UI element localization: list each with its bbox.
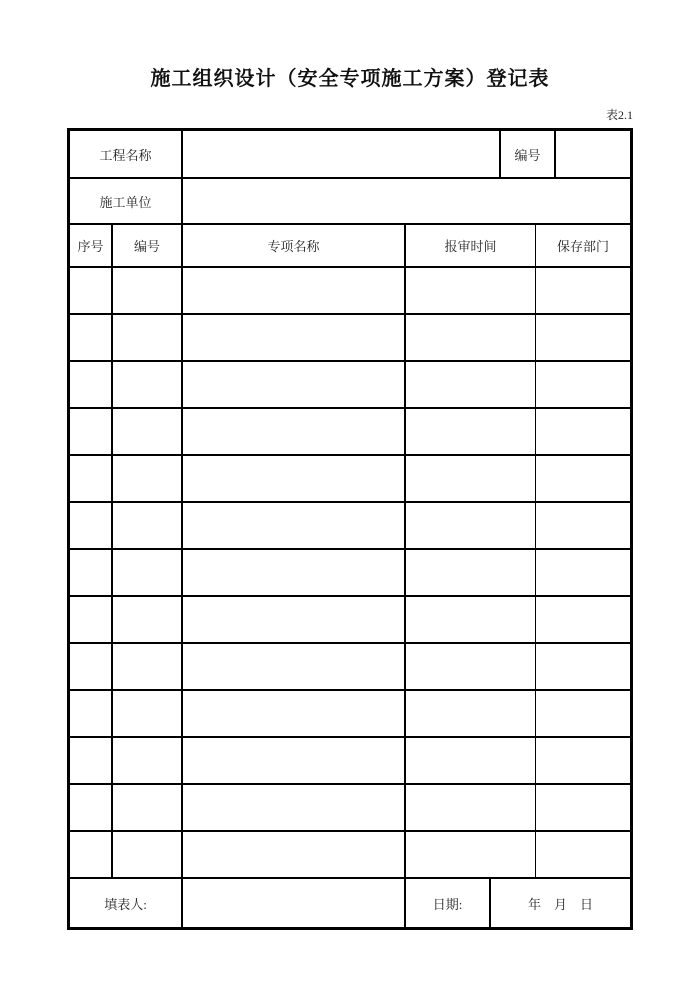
table-cell-seq [70,785,113,830]
table-cell-submit-time [406,362,536,407]
column-header-storage-dept: 保存部门 [556,239,609,254]
table-cell-storage-dept [536,644,630,689]
contractor-value [183,179,630,223]
table-cell-number [113,362,183,407]
project-name-value [183,131,501,177]
table-cell-submit-time [406,550,536,595]
table-cell-number [113,644,183,689]
table-row [70,362,630,409]
table-cell-storage-dept [536,691,630,736]
table-cell-storage-dept [536,832,630,877]
table-cell-storage-dept [536,785,630,830]
table-cell-number [113,785,183,830]
table-cell-number [113,268,183,313]
table-cell-submit-time [406,738,536,783]
table-cell-seq [70,550,113,595]
table-cell-storage-dept [536,503,630,548]
table-cell-seq [70,503,113,548]
table-number-label: 表2.1 [605,108,633,122]
table-cell-storage-dept [536,738,630,783]
table-cell-item-name [183,409,406,454]
table-cell-seq [70,315,113,360]
table-row [70,503,630,550]
table-cell-seq [70,597,113,642]
table-row [70,268,630,315]
project-name-label: 工程名称 [70,131,183,177]
table-row [70,691,630,738]
table-cell-storage-dept [536,409,630,454]
table-cell-storage-dept [536,362,630,407]
table-cell-item-name [183,550,406,595]
table-cell-submit-time [406,644,536,689]
column-header-row [70,225,630,268]
table-row [70,315,630,362]
number-label: 编号 [501,131,556,177]
table-cell-seq [70,832,113,877]
table-cell-seq [70,644,113,689]
table-cell-seq [70,456,113,501]
table-cell-submit-time [406,832,536,877]
table-row [70,738,630,785]
table-cell-item-name [183,268,406,313]
table-cell-seq [70,362,113,407]
project-name-row [70,131,630,179]
table-cell-storage-dept [536,315,630,360]
table-cell-number [113,550,183,595]
page-title: 施工组织设计（安全专项施工方案）登记表 [150,68,550,90]
table-cell-seq [70,691,113,736]
table-cell-item-name [183,315,406,360]
date-value: 年 月 日 [527,896,593,912]
table-row [70,597,630,644]
table-row [70,550,630,597]
table-cell-item-name [183,362,406,407]
date-label: 日期: [406,879,491,927]
table-cell-storage-dept [536,550,630,595]
table-cell-item-name [183,644,406,689]
column-header-item-name: 专项名称 [183,225,406,266]
table-cell-item-name [183,738,406,783]
registration-table [67,128,633,930]
table-cell-submit-time [406,597,536,642]
table-cell-number [113,738,183,783]
footer-row [70,879,630,927]
table-cell-number [113,597,183,642]
table-cell-number [113,832,183,877]
table-cell-seq [70,268,113,313]
column-header-submit-time: 报审时间 [406,225,536,266]
table-cell-item-name [183,785,406,830]
table-row [70,409,630,456]
table-cell-number [113,315,183,360]
contractor-label: 施工单位 [70,179,183,223]
table-row [70,832,630,879]
table-cell-item-name [183,597,406,642]
table-row [70,785,630,832]
table-cell-seq [70,738,113,783]
table-cell-storage-dept [536,597,630,642]
table-cell-submit-time [406,315,536,360]
table-cell-seq [70,409,113,454]
form-filler-label: 填表人: [70,879,183,927]
table-cell-number [113,691,183,736]
table-cell-submit-time [406,785,536,830]
table-cell-number [113,503,183,548]
table-cell-item-name [183,456,406,501]
table-row [70,644,630,691]
table-cell-submit-time [406,691,536,736]
table-cell-item-name [183,832,406,877]
table-cell-storage-dept [536,456,630,501]
table-cell-submit-time [406,409,536,454]
form-filler-value [183,879,406,927]
contractor-row [70,179,630,225]
table-row [70,456,630,503]
column-header-number: 编号 [113,225,183,266]
table-cell-storage-dept [536,268,630,313]
table-cell-item-name [183,503,406,548]
column-header-seq: 序号 [70,225,113,266]
table-cell-submit-time [406,456,536,501]
table-cell-submit-time [406,503,536,548]
table-cell-number [113,409,183,454]
table-cell-number [113,456,183,501]
number-value [556,131,630,177]
table-cell-item-name [183,691,406,736]
table-cell-submit-time [406,268,536,313]
